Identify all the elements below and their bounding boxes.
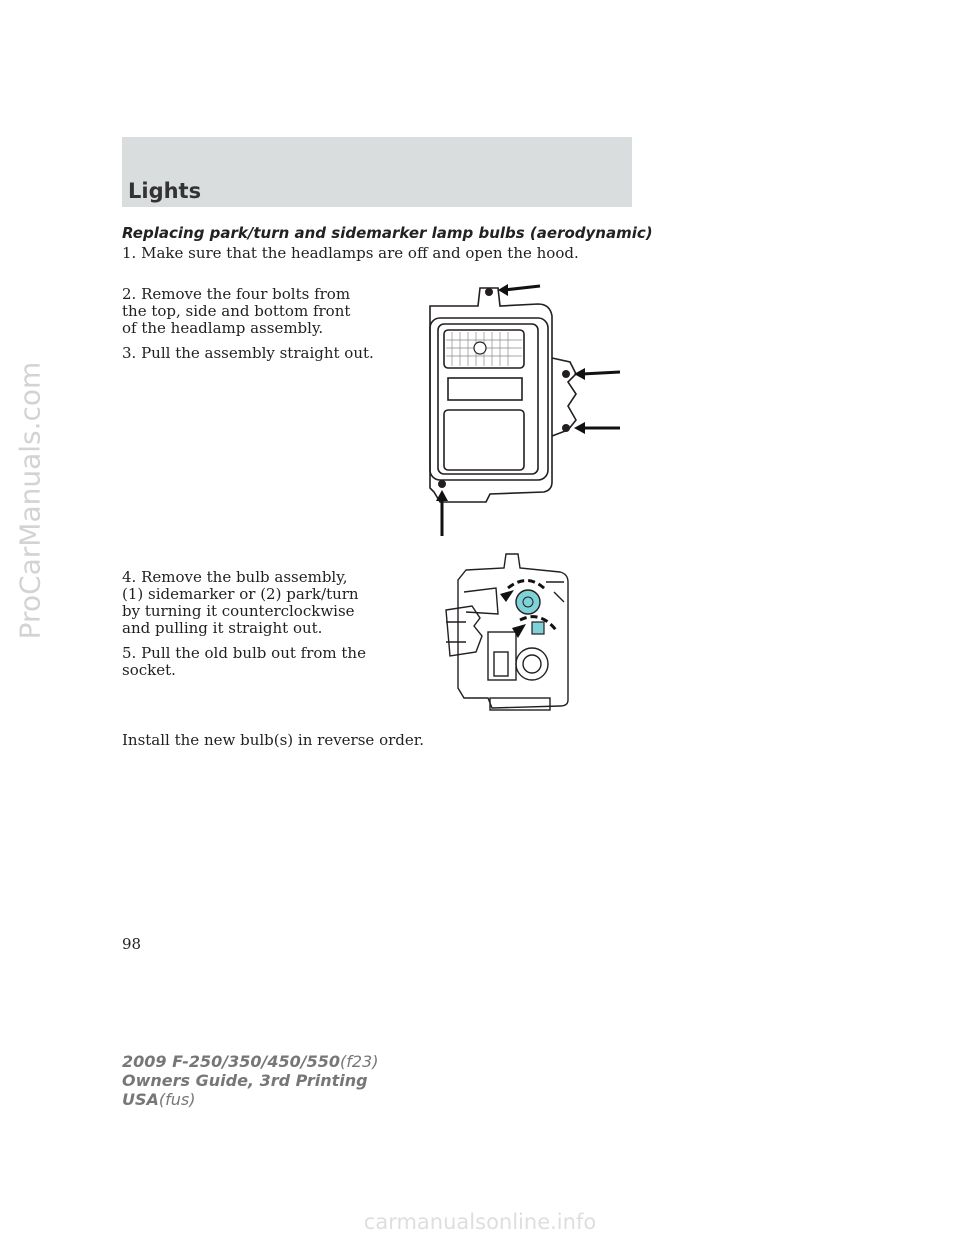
side-watermark: ProCarManuals.com (13, 361, 47, 639)
step-1: 1. Make sure that the headlamps are off and open the hood. (122, 244, 579, 262)
subheading: Replacing park/turn and sidemarker lamp bulbs (aerodynamic) (122, 224, 653, 242)
footer-model-line: 2009 F-250/350/450/550(f23) (122, 1052, 379, 1071)
footer-region-line: USA(fus) (122, 1090, 196, 1109)
section-header-band (122, 137, 632, 207)
headlamp-assembly-figure (410, 278, 630, 540)
step-5: 5. Pull the old bulb out from the socket. (122, 644, 366, 679)
bulb-socket-figure (436, 552, 586, 714)
closing-instruction: Install the new bulb(s) in reverse order. (122, 731, 425, 749)
step-4: 4. Remove the bulb assembly, (1) sidemarker or (2) park/turn by turning it counterclockwise and pulling it straight out. (122, 568, 359, 637)
footer-guide-line: Owners Guide, 3rd Printing (122, 1071, 368, 1090)
step-3: 3. Pull the assembly straight out. (122, 344, 374, 362)
section-title: Lights (128, 179, 202, 203)
print-footer (122, 1052, 378, 1109)
page-number: 98 (122, 935, 142, 953)
bottom-watermark: carmanualsonline.info (363, 1210, 597, 1234)
step-2: 2. Remove the four bolts from the top, side and bottom front of the headlamp assembly. (122, 285, 351, 337)
